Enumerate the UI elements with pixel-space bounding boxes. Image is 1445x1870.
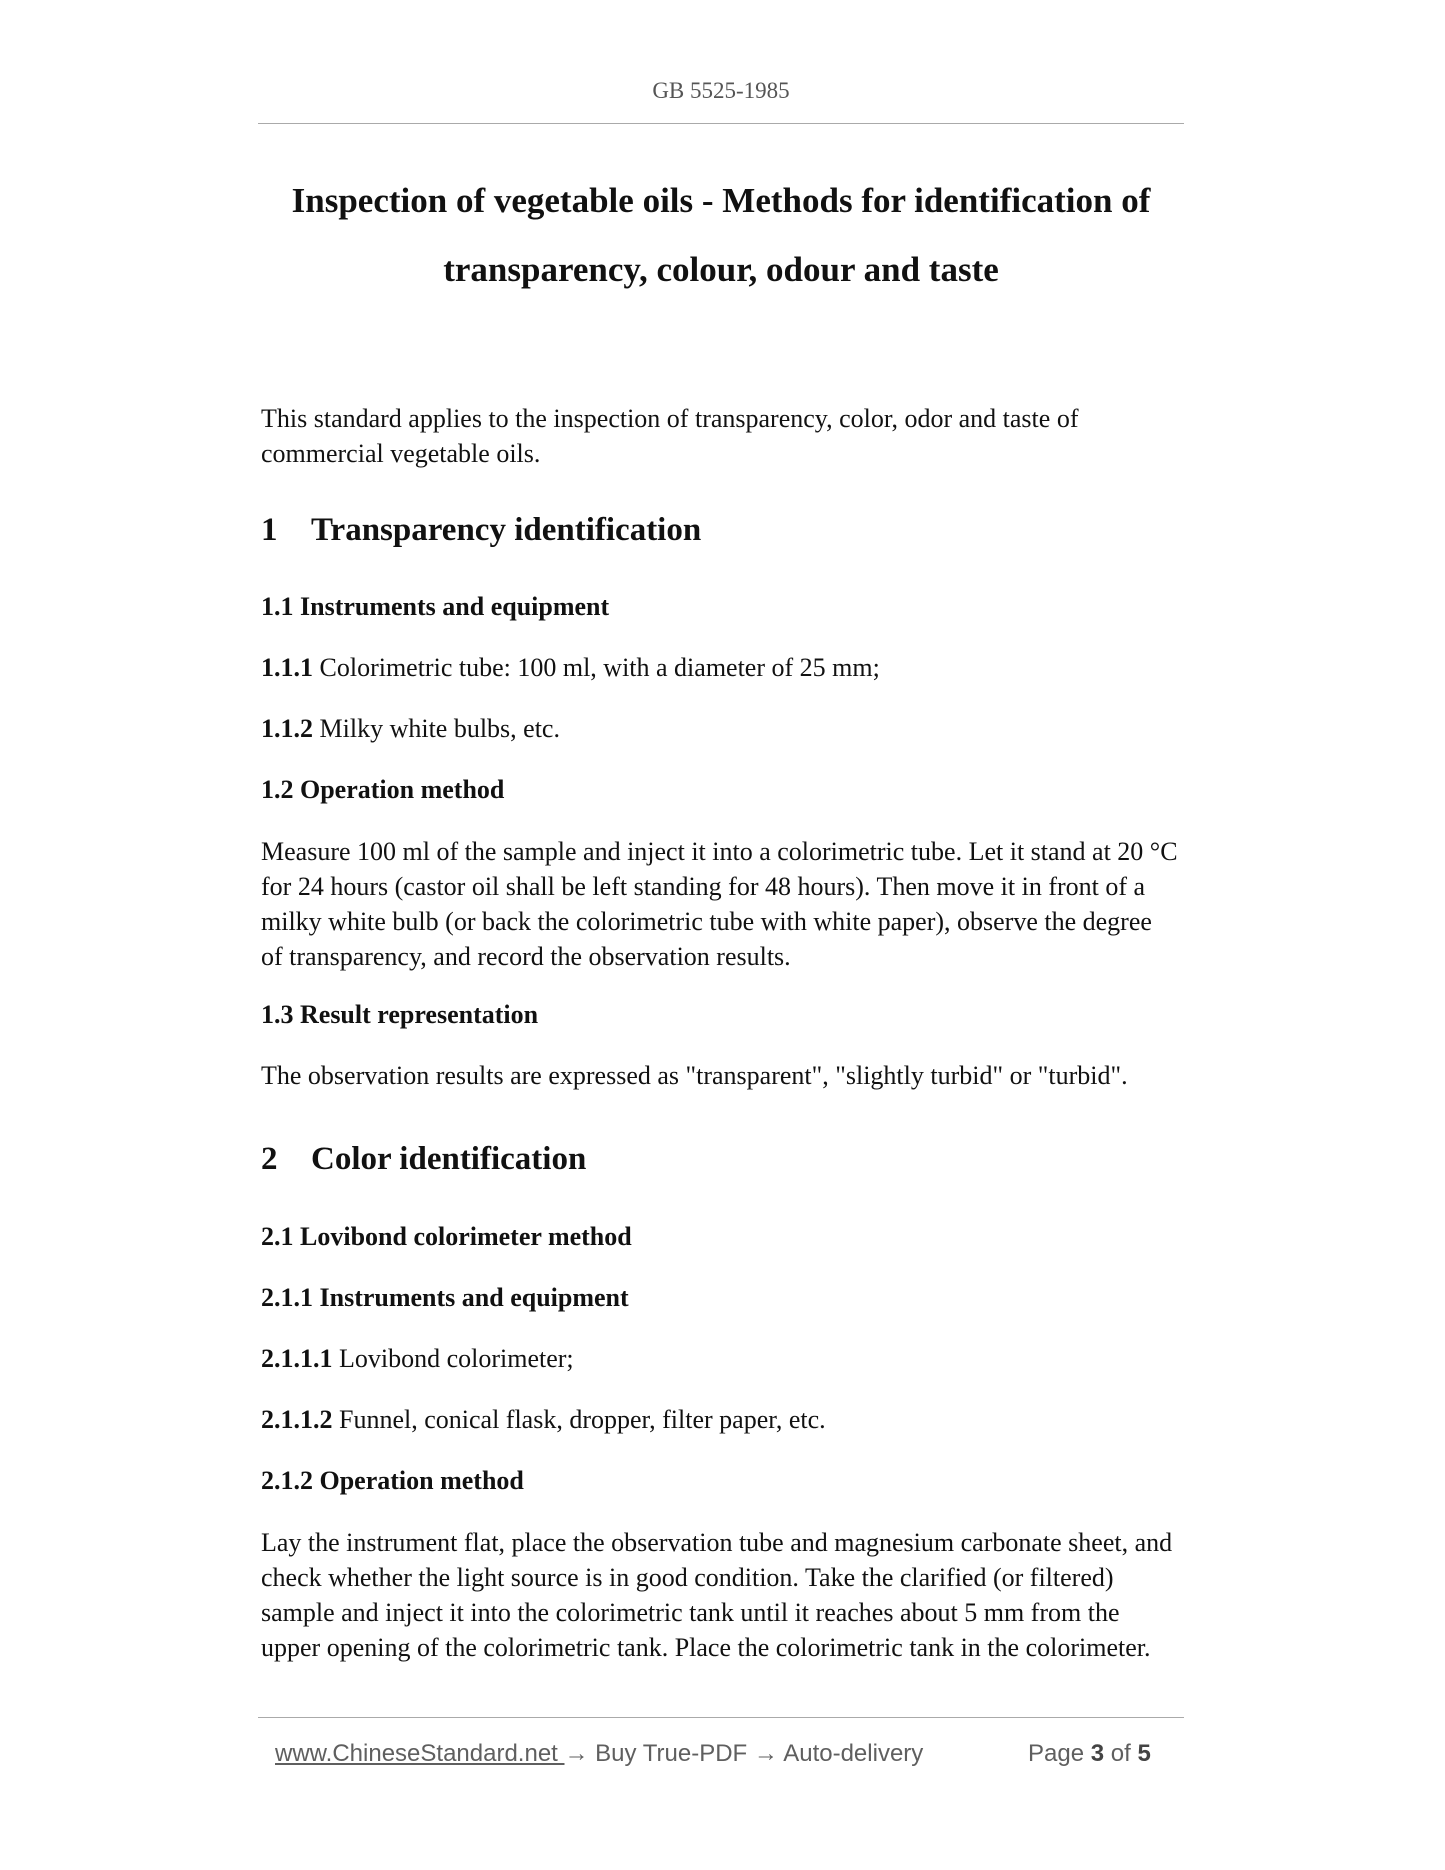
of-label: of	[1104, 1740, 1138, 1767]
item-2-1-1-1-number: 2.1.1.1	[261, 1344, 333, 1373]
result-representation-text: The observation results are expressed as "transparent", "slightly turbid" or "turbid".	[261, 1061, 1128, 1090]
current-page-number: 3	[1090, 1740, 1105, 1767]
section-1-number: 1	[261, 512, 278, 548]
total-pages-number: 5	[1137, 1740, 1151, 1767]
item-1-1-1-text: Colorimetric tube: 100 ml, with a diameter of 25 mm;	[313, 653, 880, 682]
arrow-right-icon: →	[753, 1740, 778, 1767]
header-divider	[258, 123, 1184, 124]
footer-promo	[275, 1740, 923, 1768]
paragraph-line: Lay the instrument flat, place the observation tube and magnesium carbonate sheet, and	[261, 1528, 1173, 1557]
subsection-2-1-heading: 2.1 Lovibond colorimeter method	[261, 1222, 632, 1251]
item-1-1-2-number: 1.1.2	[261, 714, 313, 743]
subsection-1-1-heading: 1.1 Instruments and equipment	[261, 592, 610, 621]
item-2-1-1-1	[261, 1344, 574, 1374]
paragraph-line: for 24 hours (castor oil shall be left standing for 48 hours). Then move it in front of a	[261, 872, 1146, 901]
document-title-line-1: Inspection of vegetable oils - Methods for identification of	[291, 181, 1151, 220]
item-1-1-2	[261, 714, 560, 744]
section-1-heading	[261, 512, 701, 548]
chinesestandard-link[interactable]: www.ChineseStandard.net	[275, 1740, 565, 1767]
subsection-1-3-heading: 1.3 Result representation	[261, 1000, 539, 1029]
paragraph-line: sample and inject it into the colorimetric tank until it reaches about 5 mm from the	[261, 1598, 1120, 1627]
auto-delivery-text: Auto-delivery	[777, 1740, 924, 1767]
operation-method-1-2-paragraph	[261, 834, 1181, 974]
item-2-1-1-1-text: Lovibond colorimeter;	[332, 1344, 574, 1373]
document-id-header: GB 5525-1985	[652, 78, 790, 103]
paragraph-line: upper opening of the colorimetric tank. Place the colorimetric tank in the colorimeter.	[261, 1633, 1151, 1662]
item-2-1-1-2-number: 2.1.1.2	[261, 1405, 333, 1434]
intro-paragraph	[261, 401, 1181, 471]
item-2-1-1-2	[261, 1405, 826, 1435]
item-1-1-1-number: 1.1.1	[261, 653, 313, 682]
paragraph-line: Measure 100 ml of the sample and inject it into a colorimetric tube. Let it stand at 20 °C	[261, 837, 1178, 866]
page-indicator	[1028, 1740, 1151, 1768]
paragraph-line: check whether the light source is in good condition. Take the clarified (or filtered)	[261, 1563, 1114, 1592]
paragraph-line: milky white bulb (or back the colorimetric tube with white paper), observe the degree	[261, 907, 1152, 936]
subsection-1-2-heading: 1.2 Operation method	[261, 775, 505, 804]
item-2-1-1-2-text: Funnel, conical flask, dropper, filter paper, etc.	[332, 1405, 826, 1434]
item-1-1-1	[261, 653, 880, 683]
page-label: Page	[1028, 1740, 1091, 1767]
subsection-2-1-1-heading: 2.1.1 Instruments and equipment	[261, 1283, 629, 1312]
document-title-line-2: transparency, colour, odour and taste	[443, 250, 999, 289]
arrow-right-icon: →	[564, 1740, 589, 1767]
subsection-2-1-2-heading: 2.1.2 Operation method	[261, 1466, 524, 1495]
intro-line-2: commercial vegetable oils.	[261, 439, 541, 468]
paragraph-line: of transparency, and record the observation results.	[261, 942, 791, 971]
section-2-number: 2	[261, 1141, 278, 1177]
intro-line-1: This standard applies to the inspection of transparency, color, odor and taste of	[261, 404, 1079, 433]
item-1-1-2-text: Milky white bulbs, etc.	[313, 714, 560, 743]
section-1-title: Transparency identification	[311, 512, 702, 548]
section-2-title: Color identification	[311, 1141, 587, 1177]
section-2-heading	[261, 1141, 586, 1177]
footer-divider	[258, 1717, 1184, 1718]
operation-method-2-1-2-paragraph	[261, 1525, 1181, 1665]
buy-true-pdf-text: Buy True-PDF	[588, 1740, 754, 1767]
